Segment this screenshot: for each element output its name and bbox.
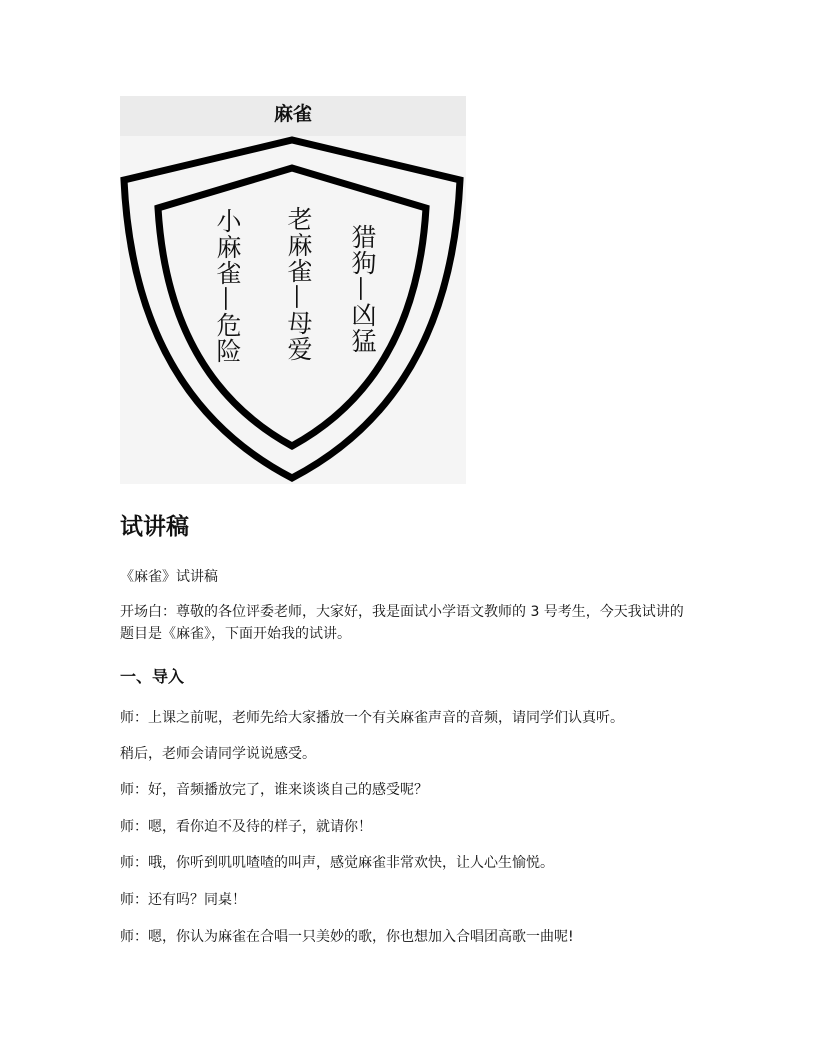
dialogue-paragraph: 师：还有吗？同桌！ [120, 892, 246, 908]
section-heading-intro: 一、导入 [120, 667, 185, 686]
blackboard-figure [120, 96, 466, 484]
document-title: 试讲稿 [120, 514, 189, 540]
dialogue-paragraph: 师：哦，你听到叽叽喳喳的叫声，感觉麻雀非常欢快，让人心生愉悦。 [120, 855, 554, 871]
dialogue-paragraph: 师：嗯，你认为麻雀在合唱一只美妙的歌，你也想加入合唱团高歌一曲呢! [120, 929, 574, 945]
column-hound: 猎狗—凶猛 [348, 224, 377, 354]
dialogue-paragraph: 稍后，老师会请同学说说感受。 [120, 746, 316, 762]
dialogue-paragraph: 师：嗯，看你迫不及待的样子，就请你！ [120, 819, 372, 835]
figure-title: 麻雀 [120, 96, 466, 136]
dialogue-paragraph: 师：好，音频播放完了，谁来谈谈自己的感受呢？ [120, 782, 428, 798]
column-old-sparrow: 老麻雀—母爱 [284, 206, 313, 362]
dialogue-paragraph: 师：上课之前呢，老师先给大家播放一个有关麻雀声音的音频，请同学们认真听。 [120, 710, 624, 726]
document-subtitle: 《麻雀》试讲稿 [120, 569, 218, 585]
column-little-sparrow: 小麻雀—危险 [213, 208, 242, 364]
intro-paragraph: 开场白：尊敬的各位评委老师，大家好，我是面试小学语文教师的 3 号考生，今天我试讲的题目是《麻雀》，下面开始我的试讲。 [120, 604, 684, 642]
